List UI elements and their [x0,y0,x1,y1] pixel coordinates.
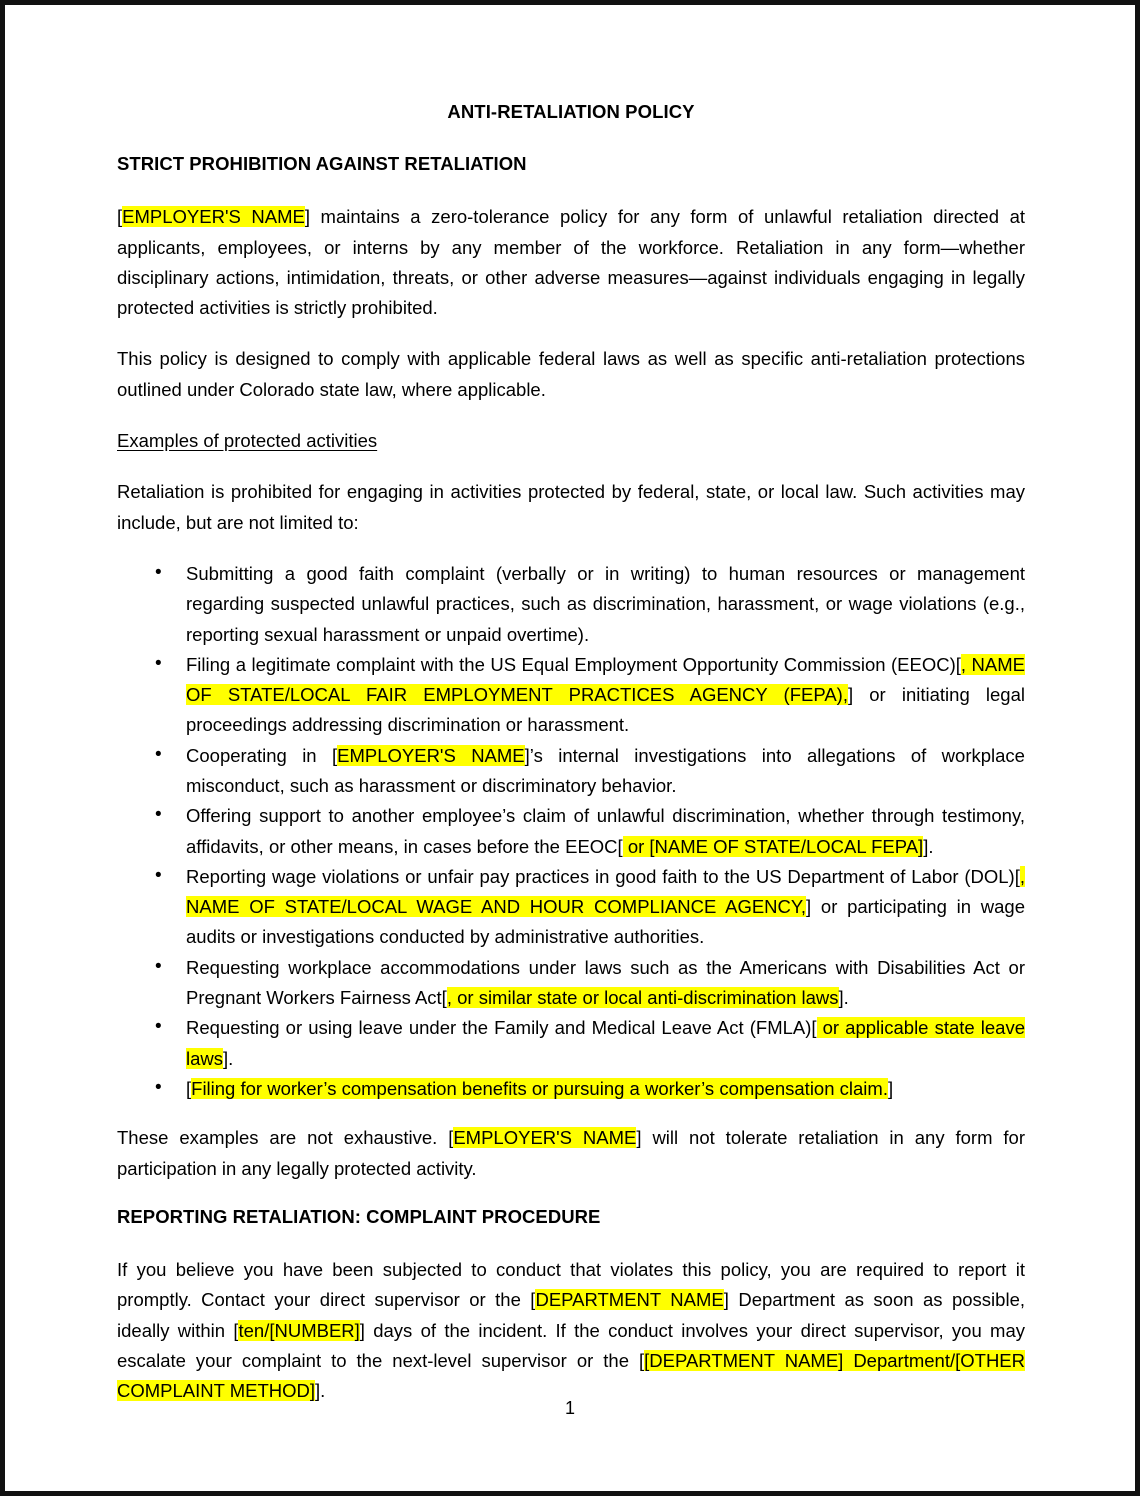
placeholder-state-leave-laws: or applicable state leave laws [186,1017,1025,1069]
bracket-open: [ [117,206,123,228]
text-pre: Filing a legitimate complaint with the US Equal Employment Opportunity Commission (EEOC)[ [186,653,961,675]
placeholder-employer-name: EMPLOYER'S NAME [122,206,305,228]
bullet-text-complaint-hr: • Submitting a good faith complaint (verbally or in writing) to human resources or management regarding suspected unlawful practices, such as discrimination, harassment, or wage violations (e.g., reporting sexual harassment or unpaid overtime). [186,562,1025,645]
placeholder-wage-hour-agency: , NAME OF STATE/LOCAL WAGE AND HOUR COMPLIANCE AGENCY, [186,865,1025,918]
bullet-text-wage-violations-dol [186,862,1025,953]
bullet-text-fmla-leave [186,1013,1025,1074]
paragraph-complaint-procedure [117,1255,1025,1406]
placeholder-state-local-fepa-agency: , NAME OF STATE/LOCAL FAIR EMPLOYMENT PRACTICES AGENCY (FEPA), [186,653,1025,706]
text-pre: Requesting workplace accommodations under laws such as the Americans with Disabilities Act or Pregnant Workers Fairness Act[ [186,956,1025,1009]
text-pre: Reporting wage violations or unfair pay practices in good faith to the US Department of Labor (DOL)[ [186,865,1020,887]
paragraph-employer-zero-tolerance [117,202,1025,323]
page-sheet [5,5,1135,1491]
placeholder-state-local-fepa: or [NAME OF STATE/LOCAL FEPA] [622,835,924,857]
text-post: ] [887,1077,894,1099]
text-pre: Offering support to another employee’s claim of unlawful discrimination, whether through testimony, affidavits, or other means, in cases before the EEOC[ [186,805,1025,857]
list-item [117,1074,1025,1104]
subheading-text: Examples of protected activities [117,430,378,452]
text-post: ] or initiating legal proceedings addressing discrimination or harassment. [186,684,1025,736]
bullet-text-eeoc-fepa [186,650,1025,741]
paragraph-examples-not-exhaustive [117,1123,1025,1184]
text-part-a: If you believe you have been subjected to conduct that violates this policy, you are required to report it promptly. Contact your direct supervisor or the [ [117,1258,1025,1311]
text-part-c: ] days of the incident. If the conduct involves your direct supervisor, you may escalate your complaint to the next-level supervisor or the [ [117,1319,1025,1371]
placeholder-workers-compensation: Filing for worker’s compensation benefits or pursuing a worker’s compensation claim. [191,1077,888,1099]
paragraph-federal-colorado-compliance: This policy is designed to comply with applicable federal laws as well as specific anti-retaliation protections outlined under Colorado state law, where applicable. [117,348,1025,400]
list-item [117,741,1025,802]
placeholder-employer-name: EMPLOYER'S NAME [337,744,525,766]
list-item [117,953,1025,1014]
placeholder-employer-name: EMPLOYER'S NAME [453,1127,637,1149]
placeholder-department-other-complaint-method: [DEPARTMENT NAME] Department/[OTHER COMPLAINT METHOD] [117,1349,1026,1402]
page-title: ANTI-RETALIATION POLICY [447,101,695,122]
bullet-text-cooperating-investigations [186,741,1025,802]
text-post: ]’s internal investigations into allegations of workplace misconduct, such as harassment or discriminatory behavior. [186,744,1025,796]
bullet-text-workers-compensation [186,1074,1025,1104]
list-item [117,1013,1025,1074]
list-item [117,650,1025,741]
list-item [117,801,1025,862]
text-pre: Cooperating in [ [186,744,338,766]
list-item [117,559,1025,650]
section-heading-strict-prohibition: STRICT PROHIBITION AGAINST RETALIATION [117,153,527,175]
placeholder-department-name: DEPARTMENT NAME [535,1289,724,1311]
bullet-text-offering-support [186,801,1025,862]
placeholder-similar-state-laws: , or similar state or local anti-discrimination laws [446,987,839,1009]
text-post: ]. [923,835,934,857]
placeholder-number-of-days: ten/[NUMBER] [238,1319,360,1341]
text-post: ] will not tolerate retaliation in any form for participation in any legally protected activity. [117,1127,1025,1179]
page-number: 1 [564,1398,575,1418]
text-post: ]. [223,1047,234,1069]
paragraph-rest: ] maintains a zero-tolerance policy for any form of unlawful retaliation directed at applicants, employees, or interns by any member of the workforce. Retaliation in any form—whether disciplinary actions, intimidation, threats, or other adverse measures—against individuals engaging in legally protected activities is strictly prohibited. [117,206,1025,319]
section-heading-reporting-retaliation: REPORTING RETALIATION: COMPLAINT PROCEDURE [117,1205,601,1227]
text-post: ]. [838,987,849,1009]
text-part-d: ]. [315,1380,326,1402]
protected-activities-list [117,559,1025,1104]
bullet-text-workplace-accommodations [186,953,1025,1014]
text-pre: Requesting or using leave under the Family and Medical Leave Act (FMLA)[ [186,1017,817,1039]
text-pre: [ [186,1077,192,1099]
text-pre: These examples are not exhaustive. [ [117,1127,454,1149]
paragraph-protected-activities-intro: Retaliation is prohibited for engaging in activities protected by federal, state, or local law. Such activities may include, but are not limited to: [117,481,1025,533]
text-part-b: ] Department as soon as possible, ideally within [ [117,1289,1025,1341]
list-item [117,862,1025,953]
text-post: ] or participating in wage audits or investigations conducted by administrative authorities. [186,896,1026,948]
subheading-examples-protected-activities [117,426,1025,456]
